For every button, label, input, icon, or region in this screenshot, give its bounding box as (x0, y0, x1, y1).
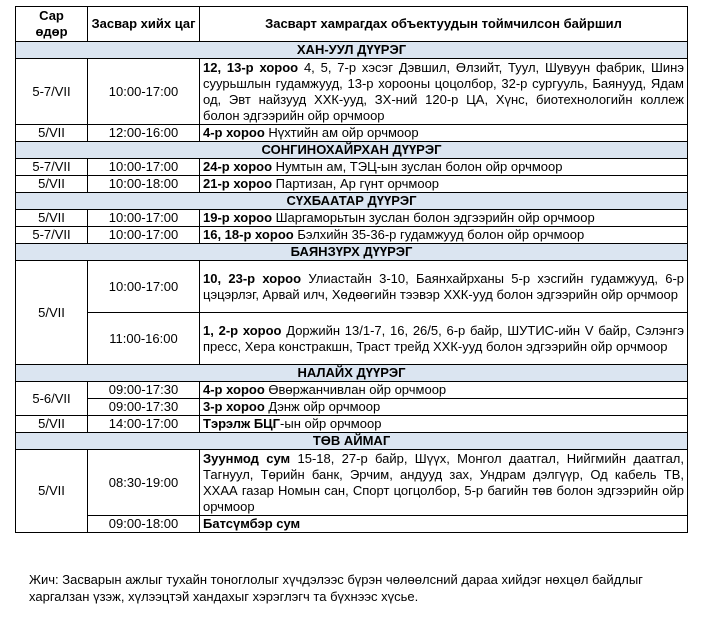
row-location-text: Улиастайн 3-10, Баянхайрханы 5-р хэсгийн гудамжууд, 6-р цэцэрлэг, Арвай илч, Хөдөөгийн тээвэр ХХК-ууд болон эдгээрийн ойр орчмоор (203, 270, 685, 302)
table-row (16, 516, 688, 533)
row-time: 10:00-17:00 (88, 261, 200, 313)
row-location-bold: 21-р хороо (203, 176, 273, 191)
row-date: 5-7/VII (16, 59, 88, 125)
table-row (16, 125, 688, 142)
row-date: 5/VII (16, 450, 88, 533)
table-row (16, 227, 688, 244)
table-row (16, 59, 688, 125)
district-row (16, 365, 688, 382)
district-row (16, 433, 688, 450)
table-row (16, 210, 688, 227)
table-row (16, 159, 688, 176)
row-location-bold: Батсүмбэр сум (203, 516, 301, 531)
district-row (16, 244, 688, 261)
row-time: 10:00-17:00 (88, 210, 200, 227)
row-date: 5/VII (16, 261, 88, 365)
row-location-text: Нүхтийн ам ойр орчмоор (264, 125, 419, 140)
row-location (200, 416, 688, 433)
row-location-bold: 12, 13-р хороо (203, 59, 299, 75)
row-location-bold: 1, 2-р хороо (203, 322, 282, 338)
district-row (16, 193, 688, 210)
row-time: 11:00-16:00 (88, 313, 200, 365)
row-time: 08:30-19:00 (88, 450, 200, 516)
district-name: БАЯНЗҮРХ ДҮҮРЭГ (16, 244, 688, 261)
row-location-text: 15-18, 27-р байр, Шүүх, Монгол даатгал, Нийгмийн даатгал, Тагнуул, Төрийн банк, Эрчим, андууд зах, Ундрам дэлгүүр, Од кабель ТВ, ХХАА газар Номын сан, Спорт цогцолбор, 5-р багийн төв болон эдгээрийн ойр орчмоор (203, 450, 684, 514)
row-location-text: Доржийн 13/1-7, 16, 26/5, 6-р байр, ШУТИС-ийн V байр, Сэлэнгэ пресс, Хера констракшн, Траст трейд ХХК-ууд болон эдгээрийн ойр орчмоор (203, 322, 684, 354)
row-location (200, 450, 688, 516)
table-row (16, 450, 688, 516)
row-location (200, 261, 688, 313)
row-time: 14:00-17:00 (88, 416, 200, 433)
district-row (16, 142, 688, 159)
row-location (200, 382, 688, 399)
header-time: Засвар хийх цаг (88, 7, 200, 42)
row-location-bold: 19-р хороо (203, 210, 273, 225)
district-name: СОНГИНОХАЙРХАН ДҮҮРЭГ (16, 142, 688, 159)
row-time: 09:00-18:00 (88, 516, 200, 533)
row-location-text: Өвөржанчивлан ойр орчмоор (264, 382, 447, 397)
row-location-bold: 3-р хороо (203, 399, 265, 414)
table-row (16, 416, 688, 433)
row-time: 12:00-16:00 (88, 125, 200, 142)
row-location (200, 125, 688, 142)
row-location (200, 399, 688, 416)
table-row (16, 261, 688, 313)
footnote-text: Засварын ажлыг тухайн тоноглолыг хүчдэлээс бүрэн чөлөөлсний дараа хийдэг нөхцөл байдлыг харгалзан үзэж, хүлээцтэй хандахыг хэрэглэгч та бүхнээс хүсье. (29, 572, 643, 604)
table-row (16, 382, 688, 399)
row-date: 5/VII (16, 416, 88, 433)
row-location-bold: 4-р хороо (203, 382, 265, 397)
row-time: 10:00-17:00 (88, 227, 200, 244)
row-location-text: Шаргаморьтын зуслан болон эдгээрийн ойр орчмоор (272, 210, 595, 225)
row-location (200, 210, 688, 227)
outage-schedule-table (15, 6, 688, 533)
table-row (16, 313, 688, 365)
row-location-bold: 10, 23-р хороо (203, 270, 302, 286)
row-time: 10:00-17:00 (88, 59, 200, 125)
footnote (29, 571, 669, 605)
row-date: 5/VII (16, 176, 88, 193)
row-location-bold: 4-р хороо (203, 125, 265, 140)
district-name: НАЛАЙХ ДҮҮРЭГ (16, 365, 688, 382)
row-time: 10:00-18:00 (88, 176, 200, 193)
row-location (200, 313, 688, 365)
row-location-text: Дэнж ойр орчмоор (264, 399, 381, 414)
row-date: 5-6/VII (16, 382, 88, 416)
table-row (16, 399, 688, 416)
row-location-bold: 16, 18-р хороо (203, 227, 294, 242)
row-location (200, 176, 688, 193)
row-location (200, 159, 688, 176)
row-location-text: Партизан, Ар гүнт орчмоор (272, 176, 440, 191)
footnote-label: Жич: (29, 572, 59, 587)
row-location-text: Нумтын ам, ТЭЦ-ын зуслан болон ойр орчмоор (272, 159, 563, 174)
row-time: 09:00-17:30 (88, 399, 200, 416)
district-name: ТӨВ АЙМАГ (16, 433, 688, 450)
row-location-text: Бэлхийн 35-36-р гудамжууд болон ойр орчмоор (293, 227, 585, 242)
row-time: 09:00-17:30 (88, 382, 200, 399)
row-date: 5/VII (16, 125, 88, 142)
header-date: Сар өдөр (16, 7, 88, 42)
header-location: Засварт хамрагдах объектуудын тоймчилсон байршил (200, 7, 688, 42)
row-date: 5-7/VII (16, 227, 88, 244)
row-location (200, 59, 688, 125)
row-location-bold: Тэрэлж БЦГ (203, 416, 281, 431)
row-location-bold: 24-р хороо (203, 159, 273, 174)
district-row (16, 42, 688, 59)
row-date: 5-7/VII (16, 159, 88, 176)
row-location-text: -ын ойр орчмоор (280, 416, 382, 431)
row-location (200, 516, 688, 533)
district-name: ХАН-УУЛ ДҮҮРЭГ (16, 42, 688, 59)
row-time: 10:00-17:00 (88, 159, 200, 176)
row-date: 5/VII (16, 210, 88, 227)
row-location-text: 4, 5, 7-р хэсэг Дэвшил, Өлзийт, Туул, Шувуун фабрик, Шинэ суурьшлын гудамжууд, 13-р хорооны цоцолбор, 32-р сургууль, Баянууд, Ядам од, Эвт найзууд ХХК-ууд, ЗХ-ний 120-р ЦА, Хүнс, биотехнологийн коллеж болон эдгээрийн ойр орчмоор (203, 59, 684, 123)
table-row (16, 176, 688, 193)
header-row (16, 7, 688, 42)
row-location (200, 227, 688, 244)
district-name: СҮХБААТАР ДҮҮРЭГ (16, 193, 688, 210)
row-location-bold: Зуунмод сум (203, 450, 291, 466)
